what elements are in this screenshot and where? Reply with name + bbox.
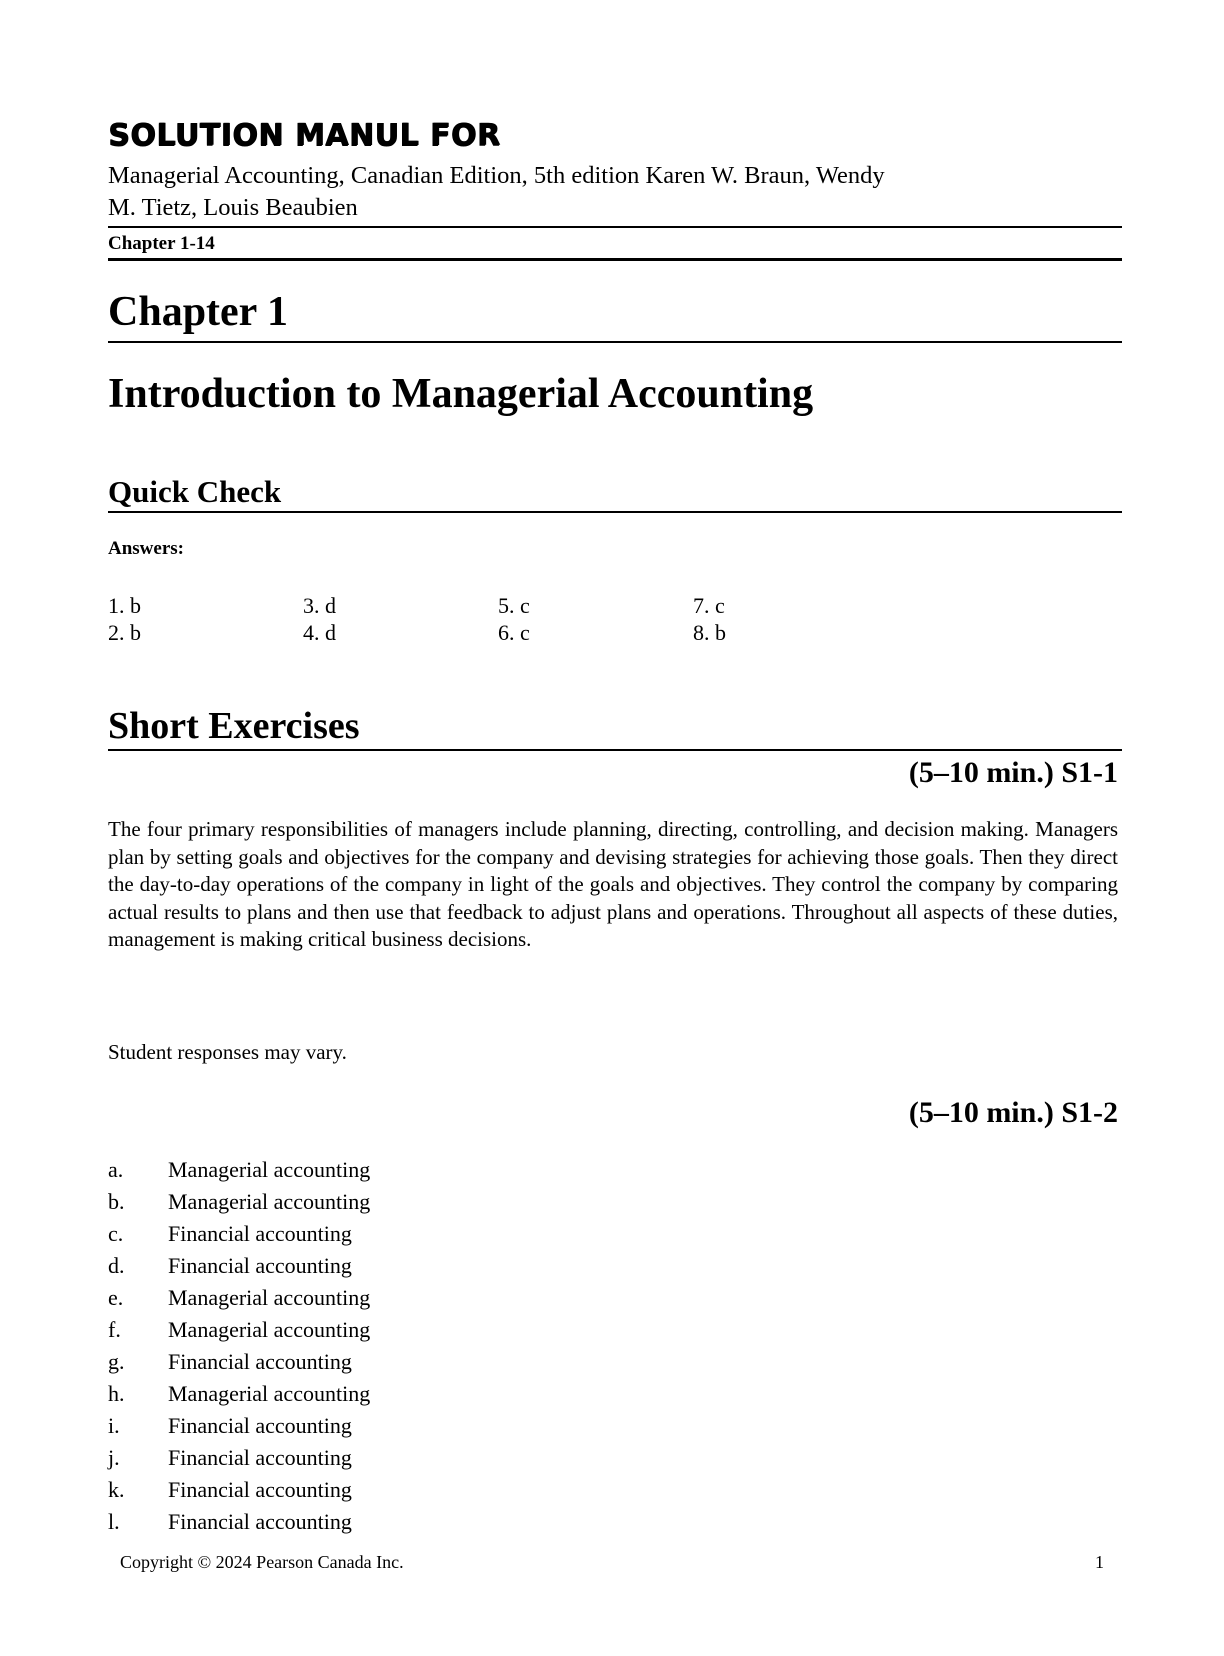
list-text: Financial accounting: [168, 1413, 352, 1438]
list-letter: i.: [108, 1413, 120, 1438]
answer-item: 1. b: [108, 593, 141, 618]
list-text: Managerial accounting: [168, 1317, 371, 1342]
answers-label: Answers:: [108, 538, 184, 559]
list-letter: l.: [108, 1509, 120, 1534]
list-text: Financial accounting: [168, 1221, 352, 1246]
list-text: Managerial accounting: [168, 1157, 371, 1182]
list-letter: k.: [108, 1477, 125, 1502]
list-text: Managerial accounting: [168, 1189, 371, 1214]
divider: [108, 226, 1122, 228]
answer-item: 4. d: [303, 620, 336, 645]
exercise-heading-s1-2: (5–10 min.) S1-2: [908, 1096, 1118, 1129]
subtitle-line-1: Managerial Accounting, Canadian Edition, 5th edition Karen W. Braun, Wendy: [108, 162, 885, 189]
brand-title: SOLUTION MANUL FOR: [108, 118, 501, 153]
answer-item: 3. d: [303, 593, 336, 618]
answer-item: 8. b: [693, 620, 726, 645]
list-text: Financial accounting: [168, 1445, 352, 1470]
list-letter: a.: [108, 1157, 124, 1182]
list-letter: f.: [108, 1317, 121, 1342]
list-letter: h.: [108, 1381, 125, 1406]
list-text: Financial accounting: [168, 1509, 352, 1534]
subtitle-line-2: M. Tietz, Louis Beaubien: [108, 194, 358, 221]
list-letter: j.: [108, 1445, 120, 1470]
divider: [108, 511, 1122, 513]
list-text: Financial accounting: [168, 1477, 352, 1502]
s1-1-note: Student responses may vary.: [108, 1040, 347, 1064]
book-subtitle: [108, 160, 1088, 224]
chapter-range: Chapter 1-14: [108, 233, 215, 254]
answer-item: 2. b: [108, 620, 141, 645]
s1-1-answer-paragraph: The four primary responsibilities of managers include planning, directing, controlling, and decision making. Managers plan by setting goals and objectives for the company and devising strategies for achieving those goals. Then they direct the day-to-day operations of the company in light of the goals and objectives. They control the company by comparing actual results to plans and then use that feedback to adjust plans and operations. Throughout all aspects of these duties, management is making critical business decisions.: [108, 817, 1118, 951]
list-text: Financial accounting: [168, 1349, 352, 1374]
divider: [108, 749, 1122, 751]
copyright-notice: Copyright © 2024 Pearson Canada Inc.: [120, 1552, 404, 1572]
chapter-heading: Chapter 1: [108, 289, 289, 335]
page-number: 1: [1095, 1552, 1104, 1572]
list-letter: g.: [108, 1349, 125, 1374]
list-letter: d.: [108, 1253, 125, 1278]
short-exercises-heading: Short Exercises: [108, 705, 360, 747]
answer-item: 6. c: [498, 620, 530, 645]
list-text: Managerial accounting: [168, 1285, 371, 1310]
list-text: Managerial accounting: [168, 1381, 371, 1406]
chapter-title: Introduction to Managerial Accounting: [108, 371, 814, 417]
answer-item: 5. c: [498, 593, 530, 618]
divider: [108, 258, 1122, 261]
answer-item: 7. c: [693, 593, 725, 618]
list-letter: b.: [108, 1189, 125, 1214]
list-letter: e.: [108, 1285, 124, 1310]
quick-check-heading: Quick Check: [108, 474, 282, 509]
divider: [108, 341, 1122, 343]
list-text: Financial accounting: [168, 1253, 352, 1278]
list-letter: c.: [108, 1221, 124, 1246]
exercise-heading-s1-1: (5–10 min.) S1-1: [908, 756, 1118, 789]
